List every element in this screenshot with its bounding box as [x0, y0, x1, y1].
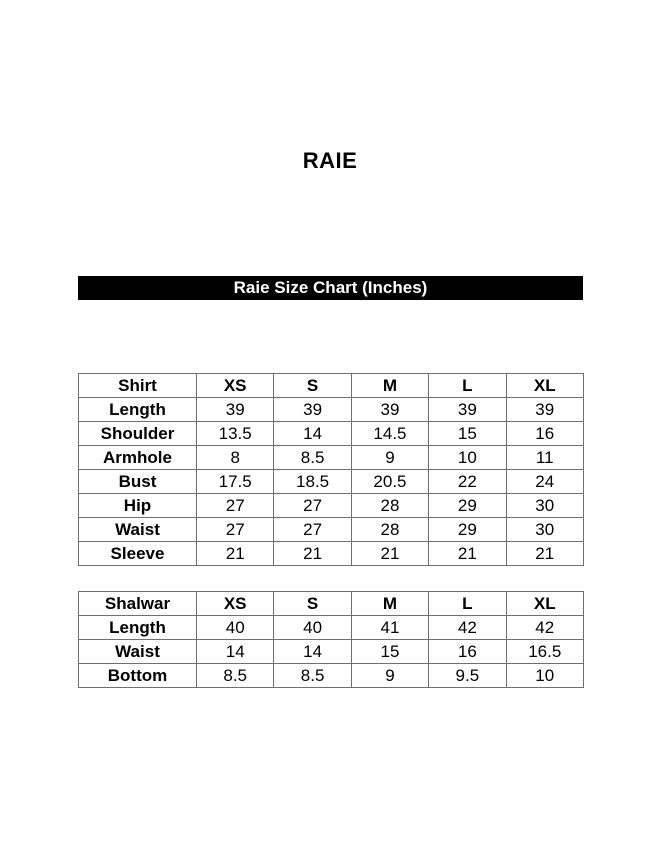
measurement-value: 40: [274, 616, 351, 640]
shalwar-header-row: [79, 592, 584, 616]
measurement-value: 14: [197, 640, 274, 664]
table-row: [79, 640, 584, 664]
size-header-cell: XS: [197, 374, 274, 398]
measurement-value: 21: [274, 542, 351, 566]
measurement-value: 42: [429, 616, 506, 640]
measurement-value: 9.5: [429, 664, 506, 688]
size-header-cell: L: [429, 592, 506, 616]
shalwar-header-label: Shalwar: [79, 592, 197, 616]
measurement-value: 30: [506, 494, 583, 518]
measurement-value: 9: [351, 446, 428, 470]
measurement-value: 39: [197, 398, 274, 422]
measurement-value: 8: [197, 446, 274, 470]
measurement-value: 22: [429, 470, 506, 494]
size-chart-banner: Raie Size Chart (Inches): [78, 276, 583, 300]
measurement-value: 8.5: [274, 446, 351, 470]
measurement-value: 16: [506, 422, 583, 446]
measurement-label: Waist: [79, 518, 197, 542]
table-row: [79, 470, 584, 494]
measurement-label: Armhole: [79, 446, 197, 470]
size-header-cell: L: [429, 374, 506, 398]
measurement-label: Bottom: [79, 664, 197, 688]
size-header-cell: XL: [506, 592, 583, 616]
size-header-cell: XL: [506, 374, 583, 398]
measurement-value: 16.5: [506, 640, 583, 664]
measurement-value: 24: [506, 470, 583, 494]
measurement-value: 13.5: [197, 422, 274, 446]
shirt-header-row: [79, 374, 584, 398]
brand-title: RAIE: [302, 148, 358, 173]
size-header-cell: XS: [197, 592, 274, 616]
measurement-value: 39: [429, 398, 506, 422]
measurement-label: Shoulder: [79, 422, 197, 446]
measurement-value: 16: [429, 640, 506, 664]
measurement-value: 15: [351, 640, 428, 664]
measurement-value: 10: [506, 664, 583, 688]
measurement-value: 27: [274, 494, 351, 518]
measurement-value: 10: [429, 446, 506, 470]
measurement-value: 14.5: [351, 422, 428, 446]
table-row: [79, 422, 584, 446]
measurement-value: 39: [274, 398, 351, 422]
measurement-value: 41: [351, 616, 428, 640]
measurement-value: 27: [197, 518, 274, 542]
table-row: [79, 494, 584, 518]
measurement-value: 29: [429, 494, 506, 518]
measurement-label: Bust: [79, 470, 197, 494]
measurement-label: Length: [79, 616, 197, 640]
table-row: [79, 616, 584, 640]
table-row: [79, 518, 584, 542]
shirt-header-label: Shirt: [79, 374, 197, 398]
measurement-label: Hip: [79, 494, 197, 518]
measurement-value: 27: [274, 518, 351, 542]
shirt-size-table: [78, 373, 584, 566]
table-row: [79, 664, 584, 688]
measurement-value: 21: [351, 542, 428, 566]
measurement-value: 20.5: [351, 470, 428, 494]
measurement-value: 30: [506, 518, 583, 542]
measurement-value: 27: [197, 494, 274, 518]
size-header-cell: M: [351, 374, 428, 398]
measurement-label: Waist: [79, 640, 197, 664]
measurement-label: Length: [79, 398, 197, 422]
measurement-value: 39: [506, 398, 583, 422]
measurement-value: 8.5: [197, 664, 274, 688]
measurement-value: 9: [351, 664, 428, 688]
measurement-value: 14: [274, 640, 351, 664]
measurement-value: 28: [351, 494, 428, 518]
measurement-value: 42: [506, 616, 583, 640]
shalwar-size-table: [78, 591, 584, 688]
measurement-value: 18.5: [274, 470, 351, 494]
table-row: [79, 398, 584, 422]
measurement-label: Sleeve: [79, 542, 197, 566]
measurement-value: 8.5: [274, 664, 351, 688]
measurement-value: 39: [351, 398, 428, 422]
size-header-cell: S: [274, 592, 351, 616]
table-row: [79, 542, 584, 566]
measurement-value: 29: [429, 518, 506, 542]
measurement-value: 28: [351, 518, 428, 542]
measurement-value: 11: [506, 446, 583, 470]
measurement-value: 21: [197, 542, 274, 566]
table-row: [79, 446, 584, 470]
measurement-value: 17.5: [197, 470, 274, 494]
size-header-cell: S: [274, 374, 351, 398]
measurement-value: 21: [506, 542, 583, 566]
measurement-value: 15: [429, 422, 506, 446]
size-header-cell: M: [351, 592, 428, 616]
measurement-value: 40: [197, 616, 274, 640]
measurement-value: 21: [429, 542, 506, 566]
measurement-value: 14: [274, 422, 351, 446]
